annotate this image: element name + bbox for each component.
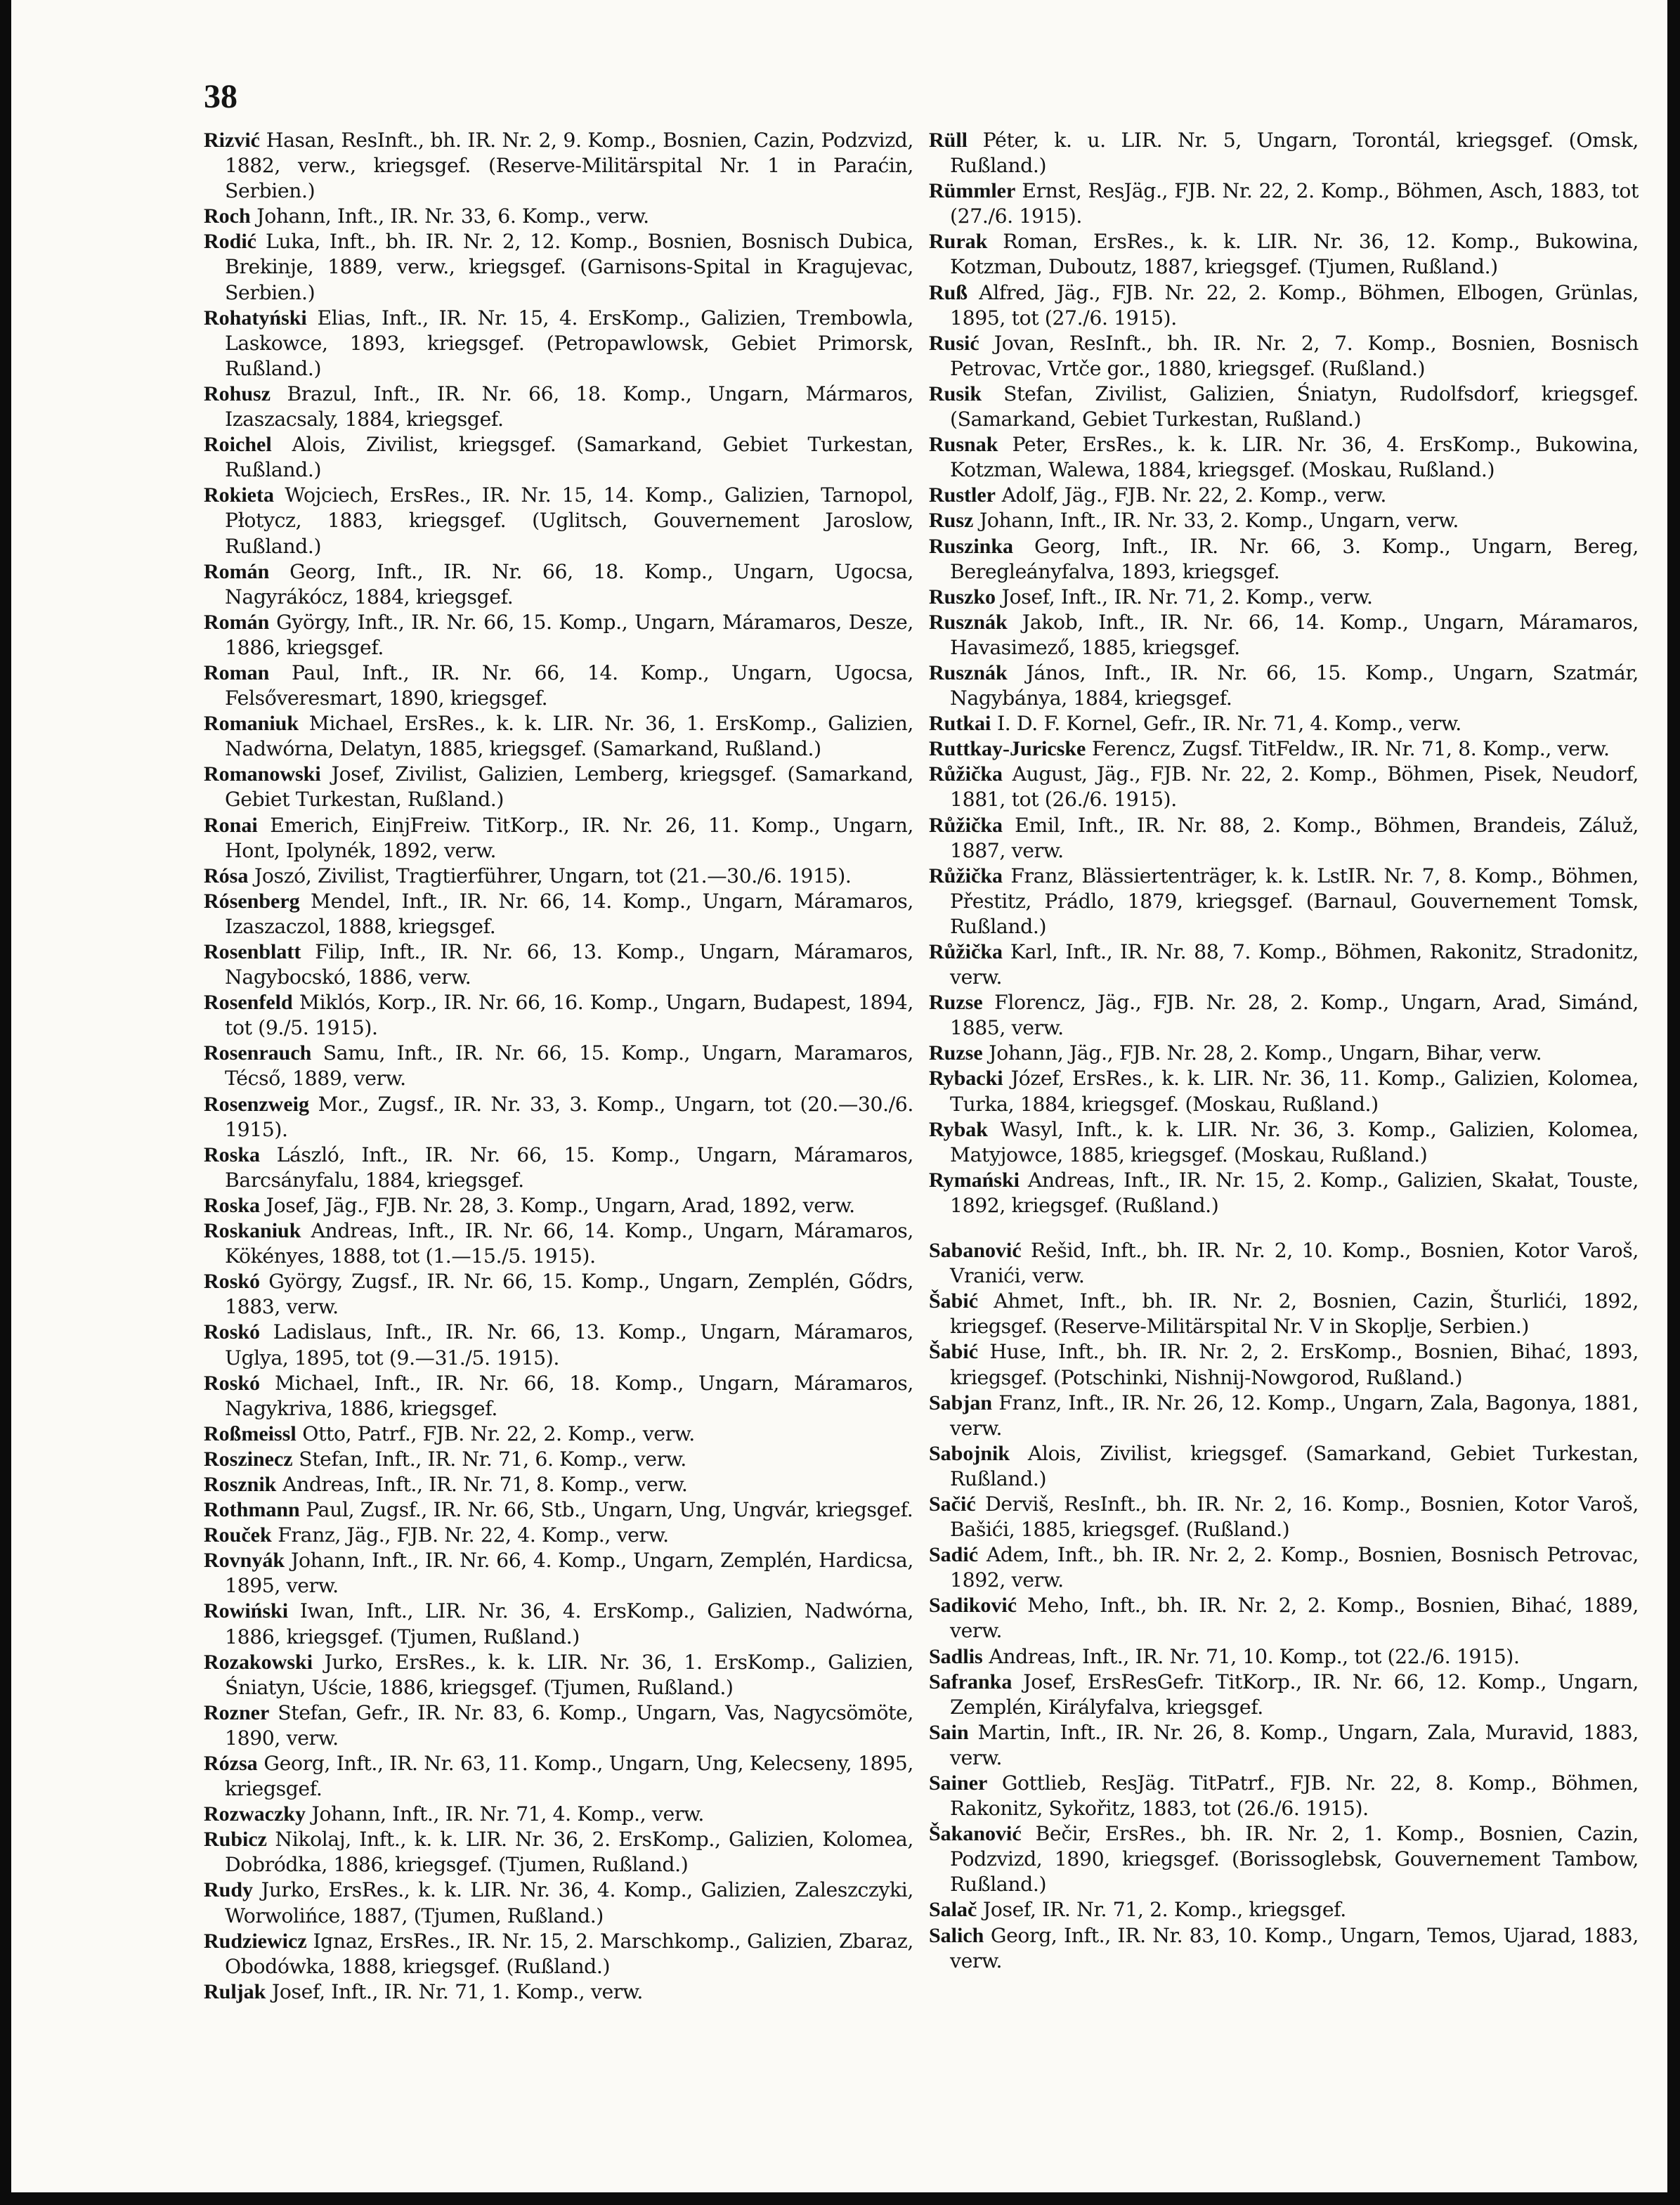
roster-entry <box>929 990 1639 1041</box>
entry-surname: Růžička <box>929 940 1003 963</box>
roster-entry <box>929 1897 1639 1923</box>
entry-details: Johann, Inft., IR. Nr. 71, 4. Komp., verw. <box>305 1802 704 1826</box>
entry-surname: Rosenzweig <box>204 1092 309 1116</box>
roster-entry <box>929 178 1639 229</box>
entry-surname: Rosenfeld <box>204 991 293 1015</box>
entry-surname: Salač <box>929 1898 977 1922</box>
roster-entry <box>929 1771 1639 1821</box>
roster-entry <box>929 432 1639 483</box>
roster-entry <box>204 306 913 382</box>
entry-surname: Rozner <box>204 1700 270 1724</box>
entry-surname: Roman <box>204 661 270 684</box>
entry-surname: Ruszko <box>929 585 996 609</box>
entry-surname: Roska <box>204 1143 261 1166</box>
entry-surname: Rothmann <box>204 1498 300 1522</box>
entry-details: Iwan, Inft., LIR. Nr. 36, 4. ErsKomp., Galizien, Nadwórna, 1886, kriegsgef. (Tjumen, Rußland.) <box>225 1599 913 1648</box>
entry-details: Franz, Inft., IR. Nr. 26, 12. Komp., Ungarn, Zala, Bagonya, 1881, verw. <box>950 1391 1639 1440</box>
roster-entry <box>204 889 913 939</box>
entry-surname: Růžička <box>929 762 1003 786</box>
entry-surname: Sadlis <box>929 1644 983 1668</box>
entry-details: Alfred, Jäg., FJB. Nr. 22, 2. Komp., Böhmen, Elbogen, Grünlas, 1895, tot (27./6. 1915). <box>950 280 1639 330</box>
roster-entry <box>929 1720 1639 1771</box>
entry-details: Franz, Blässiertenträger, k. k. LstIR. Nr. 7, 8. Komp., Böhmen, Přestitz, Prádlo, 1879, kriegsgef. (Barnaul, Gouvernement Tomsk, Rußland.) <box>950 864 1639 938</box>
entry-surname: Rowiński <box>204 1599 289 1623</box>
entry-surname: Ruß <box>929 280 968 304</box>
roster-entry <box>204 1371 913 1422</box>
roster-entry <box>204 1497 913 1523</box>
entry-surname: Rovnyák <box>204 1549 285 1573</box>
entry-surname: Rusik <box>929 382 982 405</box>
roster-entry <box>929 1670 1639 1720</box>
entry-details: Ladislaus, Inft., IR. Nr. 66, 13. Komp., Ungarn, Máramaros, Uglya, 1895, tot (9.—31./5. 1915). <box>225 1320 913 1370</box>
entry-surname: Salich <box>929 1923 984 1947</box>
roster-entry <box>929 813 1639 864</box>
roster-entry <box>204 1269 913 1320</box>
roster-entry <box>929 534 1639 585</box>
entry-details: Ernst, ResJäg., FJB. Nr. 22, 2. Komp., Böhmen, Asch, 1883, tot (27./6. 1915). <box>950 179 1639 228</box>
scan-border-bottom <box>0 2192 1680 2205</box>
roster-entry <box>204 1041 913 1091</box>
roster-entry <box>204 1700 913 1751</box>
entry-details: Adem, Inft., bh. IR. Nr. 2, 2. Komp., Bosnien, Bosnisch Petrovac, 1892, verw. <box>950 1543 1639 1592</box>
entry-surname: Rudy <box>204 1878 254 1902</box>
roster-entry <box>929 1289 1639 1339</box>
roster-entry <box>929 585 1639 610</box>
entry-surname: Šakanović <box>929 1822 1022 1846</box>
entry-details: Bečir, ErsRes., bh. IR. Nr. 2, 1. Komp., Bosnien, Cazin, Podzvizd, 1890, kriegsgef. (Borissoglebsk, Gouvernement Tambow, Rußland.) <box>950 1822 1639 1897</box>
roster-entry <box>929 762 1639 812</box>
entry-surname: Ruszinka <box>929 534 1014 558</box>
roster-entry <box>929 508 1639 533</box>
entry-surname: Sabojnik <box>929 1441 1010 1465</box>
entry-details: János, Inft., IR. Nr. 66, 15. Komp., Ungarn, Szatmár, Nagybánya, 1884, kriegsgef. <box>950 661 1639 710</box>
entry-surname: Rozwaczky <box>204 1802 306 1826</box>
entry-details: Alois, Zivilist, kriegsgef. (Samarkand, Gebiet Turkestan, Rußland.) <box>225 433 913 482</box>
entry-surname: Sabanović <box>929 1239 1022 1263</box>
roster-entry <box>929 128 1639 178</box>
entry-details: Filip, Inft., IR. Nr. 66, 13. Komp., Ungarn, Máramaros, Nagybocskó, 1886, verw. <box>225 940 913 989</box>
entry-details: Gottlieb, ResJäg. TitPatrf., FJB. Nr. 22, 8. Komp., Böhmen, Rakonitz, Sykořitz, 1883, tot (26./6. 1915). <box>950 1771 1639 1821</box>
entry-details: Georg, Inft., IR. Nr. 83, 10. Komp., Ungarn, Temos, Ujarad, 1883, verw. <box>950 1923 1639 1972</box>
roster-entry <box>204 1599 913 1649</box>
entry-details: Jurko, ErsRes., k. k. LIR. Nr. 36, 1. ErsKomp., Galizien, Śniatyn, Uście, 1886, kriegsgef. (Tjumen, Rußland.) <box>225 1650 913 1699</box>
entry-details: Adolf, Jäg., FJB. Nr. 22, 2. Komp., verw. <box>995 483 1386 507</box>
entry-details: Emil, Inft., IR. Nr. 88, 2. Komp., Böhmen, Brandeis, Záluž, 1887, verw. <box>950 813 1639 862</box>
entry-details: Emerich, EinjFreiw. TitKorp., IR. Nr. 26, 11. Komp., Ungarn, Hont, Ipolynék, 1892, verw. <box>225 813 913 862</box>
entry-surname: Ruttkay-Juricske <box>929 737 1086 761</box>
entry-details: Johann, Inft., IR. Nr. 33, 6. Komp., verw. <box>250 204 649 228</box>
roster-entry <box>204 762 913 812</box>
roster-entry <box>204 128 913 204</box>
roster-entry <box>929 1593 1639 1644</box>
entry-surname: Rósa <box>204 864 249 887</box>
roster-entry <box>929 1339 1639 1390</box>
entry-surname: Rurak <box>929 230 988 254</box>
entry-surname: Rümmler <box>929 179 1016 203</box>
roster-entry <box>204 1143 913 1193</box>
roster-entry <box>929 1066 1639 1117</box>
entry-details: Roman, ErsRes., k. k. LIR. Nr. 36, 12. Komp., Bukowina, Kotzman, Duboutz, 1887, kriegsgef. (Tjumen, Rußland.) <box>950 230 1639 279</box>
entry-details: Josef, Inft., IR. Nr. 71, 2. Komp., verw. <box>996 585 1373 609</box>
entry-surname: Rosznik <box>204 1472 277 1496</box>
entry-surname: Román <box>204 559 270 583</box>
entry-surname: Safranka <box>929 1670 1012 1693</box>
entry-surname: Roßmeissl <box>204 1422 297 1445</box>
entry-surname: Roszinecz <box>204 1447 293 1471</box>
entry-surname: Rubicz <box>204 1828 267 1852</box>
entry-surname: Rosenrauch <box>204 1041 312 1065</box>
roster-entry <box>929 483 1639 508</box>
entry-details: Georg, Inft., IR. Nr. 63, 11. Komp., Ungarn, Ung, Kelecseny, 1895, kriegsgef. <box>225 1752 913 1801</box>
entry-details: I. D. F. Kornel, Gefr., IR. Nr. 71, 4. Komp., verw. <box>991 712 1461 736</box>
entry-surname: Šabić <box>929 1289 979 1313</box>
entry-details: Josef, Jäg., FJB. Nr. 28, 3. Komp., Ungarn, Arad, 1892, verw. <box>260 1193 855 1217</box>
entry-surname: Rustler <box>929 483 996 507</box>
roster-entry <box>204 1548 913 1599</box>
roster-entry <box>204 610 913 661</box>
roster-entry <box>929 1168 1639 1218</box>
entry-surname: Sain <box>929 1720 969 1744</box>
entry-surname: Růžička <box>929 813 1003 837</box>
roster-entry <box>204 1878 913 1928</box>
roster-entry <box>204 939 913 990</box>
entry-details: Luka, Inft., bh. IR. Nr. 2, 12. Komp., Bosnien, Bosnisch Dubica, Brekinje, 1889, verw., kriegsgef. (Garnisons-Spital in Kragujevac, Serbien.) <box>225 230 913 304</box>
roster-entry <box>204 1523 913 1548</box>
entry-details: György, Zugsf., IR. Nr. 66, 15. Komp., Ungarn, Zemplén, Gődrs, 1883, verw. <box>225 1270 913 1319</box>
entry-surname: Roskó <box>204 1320 261 1344</box>
entry-surname: Rybak <box>929 1117 988 1141</box>
entry-surname: Roskaniuk <box>204 1219 301 1243</box>
entry-details: Ahmet, Inft., bh. IR. Nr. 2, Bosnien, Cazin, Šturlići, 1892, kriegsgef. (Reserve-Militärspital Nr. V in Skoplje, Serbien.) <box>950 1289 1639 1339</box>
entry-details: Stefan, Inft., IR. Nr. 71, 6. Komp., verw. <box>292 1447 686 1471</box>
entry-surname: Sabjan <box>929 1391 993 1414</box>
roster-entry <box>204 1827 913 1878</box>
entry-details: Otto, Patrf., FJB. Nr. 22, 2. Komp., verw. <box>296 1422 695 1445</box>
roster-entry <box>204 229 913 305</box>
entry-details: Ignaz, ErsRes., IR. Nr. 15, 2. Marschkomp., Galizien, Zbaraz, Obodówka, 1888, kriegsgef. (Rußland.) <box>225 1929 913 1978</box>
roster-entry <box>929 382 1639 432</box>
entry-details: Josef, Zivilist, Galizien, Lemberg, kriegsgef. (Samarkand, Gebiet Turkestan, Rußland.) <box>225 762 913 812</box>
roster-entry <box>929 1441 1639 1492</box>
entry-details: Andreas, Inft., IR. Nr. 15, 2. Komp., Galizien, Skałat, Touste, 1892, kriegsgef. (Rußland.) <box>950 1168 1639 1217</box>
roster-entry <box>204 1751 913 1802</box>
entry-surname: Rohusz <box>204 382 271 405</box>
roster-entry <box>929 1923 1639 1974</box>
left-column <box>204 128 913 2005</box>
entry-surname: Sainer <box>929 1771 988 1795</box>
scan-border-right <box>1667 0 1680 2205</box>
page-number: 38 <box>204 78 237 115</box>
entry-details: Josef, Inft., IR. Nr. 71, 1. Komp., verw. <box>266 1979 643 2003</box>
entry-surname: Sačić <box>929 1492 976 1516</box>
entry-details: Stefan, Zivilist, Galizien, Śniatyn, Rudolfsdorf, kriegsgef. (Samarkand, Gebiet Turkestan, Rußland.) <box>950 382 1639 431</box>
entry-details: Georg, Inft., IR. Nr. 66, 18. Komp., Ungarn, Ugocsa, Nagyrákócz, 1884, kriegsgef. <box>225 559 913 609</box>
entry-surname: Růžička <box>929 864 1003 887</box>
entry-surname: Rusznák <box>929 661 1008 684</box>
roster-entry <box>204 1979 913 2005</box>
roster-entry <box>204 813 913 864</box>
entry-surname: Roichel <box>204 433 272 457</box>
roster-entry <box>204 1447 913 1472</box>
entry-surname: Romaniuk <box>204 712 299 736</box>
entry-surname: Sadiković <box>929 1594 1017 1618</box>
entry-details: Ferencz, Zugsf. TitFeldw., IR. Nr. 71, 8. Komp., verw. <box>1086 737 1610 761</box>
entry-details: György, Inft., IR. Nr. 66, 15. Komp., Ungarn, Máramaros, Desze, 1886, kriegsgef. <box>225 610 913 659</box>
roster-entry <box>929 711 1639 736</box>
entry-details: Derviš, ResInft., bh. IR. Nr. 2, 16. Komp., Bosnien, Kotor Varoš, Bašići, 1885, kriegsgef. (Rußland.) <box>950 1492 1639 1542</box>
roster-entry <box>929 939 1639 990</box>
roster-entry <box>204 483 913 559</box>
entry-details: Józef, ErsRes., k. k. LIR. Nr. 36, 11. Komp., Galizien, Kolomea, Turka, 1884, kriegsgef. (Moskau, Rußland.) <box>950 1067 1639 1116</box>
entry-surname: Šabić <box>929 1340 979 1364</box>
roster-entry <box>204 711 913 762</box>
entry-details: Andreas, Inft., IR. Nr. 71, 10. Komp., tot (22./6. 1915). <box>982 1644 1520 1668</box>
entry-details: Jakob, Inft., IR. Nr. 66, 14. Komp., Ungarn, Máramaros, Havasimező, 1885, kriegsgef. <box>950 610 1639 659</box>
roster-entry <box>929 1391 1639 1441</box>
entry-surname: Roska <box>204 1193 261 1217</box>
roster-entry <box>204 1320 913 1370</box>
entry-surname: Sadić <box>929 1543 979 1567</box>
entry-details: Miklós, Korp., IR. Nr. 66, 16. Komp., Ungarn, Budapest, 1894, tot (9./5. 1915). <box>225 991 913 1040</box>
entry-details: Wojciech, ErsRes., IR. Nr. 15, 14. Komp., Galizien, Tarnopol, Płotycz, 1883, kriegsgef. (Uglitsch, Gouvernement Jaroslow, Rußland.) <box>225 483 913 558</box>
entry-details: Meho, Inft., bh. IR. Nr. 2, 2. Komp., Bosnien, Bihać, 1889, verw. <box>950 1594 1639 1643</box>
entry-details: Hasan, ResInft., bh. IR. Nr. 2, 9. Komp., Bosnien, Cazin, Podzvizd, 1882, verw., kriegsgef. (Reserve-Militärspital Nr. 1 in Paraćin, Serbien.) <box>225 129 913 203</box>
entry-details: Huse, Inft., bh. IR. Nr. 2, 2. ErsKomp., Bosnien, Bihać, 1893, kriegsgef. (Potschinki, Nishnij-Nowgorod, Rußland.) <box>950 1340 1639 1389</box>
roster-entry <box>204 661 913 711</box>
roster-entry <box>204 382 913 432</box>
entry-details: Jovan, ResInft., bh. IR. Nr. 2, 7. Komp., Bosnien, Bosnisch Petrovac, Vrtče gor., 1880, kriegsgef. (Rußland.) <box>950 331 1639 380</box>
entry-surname: Rozakowski <box>204 1650 313 1674</box>
roster-entry <box>204 990 913 1041</box>
roster-entry <box>204 559 913 610</box>
entry-surname: Romanowski <box>204 762 321 786</box>
scan-border-left <box>0 0 11 2205</box>
entry-details: August, Jäg., FJB. Nr. 22, 2. Komp., Böhmen, Pisek, Neudorf, 1881, tot (26./6. 1915). <box>950 762 1639 812</box>
entry-details: Mor., Zugsf., IR. Nr. 33, 3. Komp., Ungarn, tot (20.—30./6. 1915). <box>225 1092 913 1141</box>
entry-surname: Rüll <box>929 129 968 152</box>
roster-entry <box>204 1422 913 1447</box>
entry-details: Jurko, ErsRes., k. k. LIR. Nr. 36, 4. Komp., Galizien, Zaleszczyki, Worwolińce, 1887, (Tjumen, Rußland.) <box>225 1878 913 1927</box>
entry-details: Joszó, Zivilist, Tragtierführer, Ungarn, tot (21.—30./6. 1915). <box>248 864 852 887</box>
entry-details: László, Inft., IR. Nr. 66, 15. Komp., Ungarn, Máramaros, Barcsányfalu, 1884, kriegsgef. <box>225 1143 913 1192</box>
entry-details: Michael, ErsRes., k. k. LIR. Nr. 36, 1. ErsKomp., Galizien, Nadwórna, Delatyn, 1885, kriegsgef. (Samarkand, Rußland.) <box>225 712 913 761</box>
roster-entry <box>204 1092 913 1143</box>
roster-entry <box>929 1492 1639 1542</box>
roster-entry <box>929 331 1639 382</box>
roster-entry <box>929 610 1639 661</box>
roster-entry <box>204 1802 913 1827</box>
entry-details: Alois, Zivilist, kriegsgef. (Samarkand, Gebiet Turkestan, Rußland.) <box>950 1441 1639 1490</box>
entry-surname: Roch <box>204 204 251 228</box>
entry-details: Wasyl, Inft., k. k. LIR. Nr. 36, 3. Komp., Galizien, Kolomea, Matyjowce, 1885, kriegsgef. (Moskau, Rußland.) <box>950 1117 1639 1166</box>
entry-details: Stefan, Gefr., IR. Nr. 83, 6. Komp., Ungarn, Vas, Nagycsömöte, 1890, verw. <box>225 1700 913 1750</box>
roster-entry <box>204 204 913 229</box>
entry-surname: Rybacki <box>929 1067 1003 1091</box>
roster-entry <box>929 1041 1639 1066</box>
entry-surname: Ruzse <box>929 1041 983 1065</box>
roster-entry <box>929 736 1639 762</box>
entry-surname: Rusz <box>929 509 974 533</box>
entry-details: Johann, Jäg., FJB. Nr. 28, 2. Komp., Ungarn, Bihar, verw. <box>982 1041 1542 1065</box>
entry-details: Paul, Inft., IR. Nr. 66, 14. Komp., Ungarn, Ugocsa, Felsőveresmart, 1890, kriegsgef. <box>225 661 913 710</box>
roster-entry <box>929 229 1639 280</box>
roster-entry <box>929 1542 1639 1593</box>
entry-surname: Rouček <box>204 1523 272 1547</box>
entry-surname: Roskó <box>204 1270 261 1294</box>
entry-details: Karl, Inft., IR. Nr. 88, 7. Komp., Böhmen, Rakonitz, Stradonitz, verw. <box>950 940 1639 989</box>
entry-surname: Ruljak <box>204 1979 266 2003</box>
entry-details: Franz, Jäg., FJB. Nr. 22, 4. Komp., verw. <box>271 1523 669 1547</box>
entry-surname: Rymański <box>929 1168 1020 1192</box>
roster-entry <box>204 1472 913 1497</box>
entry-details: Florencz, Jäg., FJB. Nr. 28, 2. Komp., Ungarn, Arad, Simánd, 1885, verw. <box>950 991 1639 1040</box>
entry-details: Johann, Inft., IR. Nr. 66, 4. Komp., Ungarn, Zemplén, Hardicsa, 1895, verw. <box>225 1549 913 1598</box>
roster-entry <box>204 1929 913 1979</box>
entry-details: Elias, Inft., IR. Nr. 15, 4. ErsKomp., Galizien, Trembowla, Laskowce, 1893, kriegsgef. (Petropawlowsk, Gebiet Primorsk, Rußland.) <box>225 306 913 380</box>
entry-surname: Román <box>204 610 270 634</box>
entry-details: Paul, Zugsf., IR. Nr. 66, Stb., Ungarn, Ung, Ungvár, kriegsgef. <box>299 1498 913 1522</box>
entry-details: Georg, Inft., IR. Nr. 66, 3. Komp., Ungarn, Bereg, Beregleányfalva, 1893, kriegsgef. <box>950 534 1639 583</box>
roster-entry <box>204 1218 913 1269</box>
roster-entry <box>929 1117 1639 1168</box>
roster-entry <box>929 661 1639 711</box>
roster-entry <box>929 280 1639 331</box>
entry-surname: Rudziewicz <box>204 1929 307 1953</box>
right-column <box>929 128 1639 1974</box>
entry-details: Josef, ErsResGefr. TitKorp., IR. Nr. 66, 12. Komp., Ungarn, Zemplén, Királyfalva, kriegsgef. <box>950 1670 1639 1719</box>
entry-surname: Ronai <box>204 813 258 837</box>
entry-surname: Rutkai <box>929 712 991 736</box>
entry-surname: Rusić <box>929 331 979 355</box>
roster-entry <box>929 864 1639 939</box>
entry-surname: Rodić <box>204 230 256 254</box>
entry-details: Andreas, Inft., IR. Nr. 66, 14. Komp., Ungarn, Máramaros, Kökényes, 1888, tot (1.—15./5. 1915). <box>225 1219 913 1268</box>
entry-details: Josef, IR. Nr. 71, 2. Komp., kriegsgef. <box>977 1898 1346 1922</box>
roster-entry <box>204 432 913 483</box>
entry-surname: Rizvić <box>204 129 260 152</box>
entry-details: Mendel, Inft., IR. Nr. 66, 14. Komp., Ungarn, Máramaros, Izaszaczol, 1888, kriegsgef. <box>225 889 913 938</box>
entry-details: Martin, Inft., IR. Nr. 26, 8. Komp., Ungarn, Zala, Muravid, 1883, verw. <box>950 1720 1639 1769</box>
entry-details: Peter, ErsRes., k. k. LIR. Nr. 36, 4. ErsKomp., Bukowina, Kotzman, Walewa, 1884, kriegsgef. (Moskau, Rußland.) <box>950 433 1639 482</box>
entry-surname: Rósenberg <box>204 889 300 913</box>
entry-surname: Rózsa <box>204 1752 258 1775</box>
entry-surname: Rohatyński <box>204 306 307 330</box>
roster-entry <box>204 1650 913 1700</box>
entry-surname: Rusnak <box>929 433 998 457</box>
entry-details: Samu, Inft., IR. Nr. 66, 15. Komp., Ungarn, Maramaros, Técső, 1889, verw. <box>225 1041 913 1091</box>
entry-surname: Ruzse <box>929 991 983 1015</box>
roster-entry <box>929 1644 1639 1670</box>
entry-surname: Roskó <box>204 1371 261 1395</box>
entry-details: Péter, k. u. LIR. Nr. 5, Ungarn, Torontál, kriegsgef. (Omsk, Rußland.) <box>950 129 1639 178</box>
entry-details: Rešid, Inft., bh. IR. Nr. 2, 10. Komp., Bosnien, Kotor Varoš, Vranići, verw. <box>950 1239 1639 1288</box>
roster-entry <box>204 864 913 889</box>
roster-entry <box>929 1238 1639 1289</box>
entry-surname: Rusznák <box>929 610 1008 634</box>
entry-surname: Rosenblatt <box>204 940 301 963</box>
entry-surname: Rokieta <box>204 483 274 507</box>
roster-entry <box>929 1821 1639 1897</box>
entry-details: Brazul, Inft., IR. Nr. 66, 18. Komp., Ungarn, Mármaros, Izaszacsaly, 1884, kriegsgef. <box>225 382 913 431</box>
entry-details: Michael, Inft., IR. Nr. 66, 18. Komp., Ungarn, Máramaros, Nagykriva, 1886, kriegsgef. <box>225 1371 913 1420</box>
entry-details: Nikolaj, Inft., k. k. LIR. Nr. 36, 2. ErsKomp., Galizien, Kolomea, Dobródka, 1886, kriegsgef. (Tjumen, Rußland.) <box>225 1828 913 1877</box>
entry-details: Andreas, Inft., IR. Nr. 71, 8. Komp., verw. <box>276 1472 688 1496</box>
entry-details: Johann, Inft., IR. Nr. 33, 2. Komp., Ungarn, verw. <box>973 509 1459 533</box>
roster-entry <box>204 1193 913 1218</box>
